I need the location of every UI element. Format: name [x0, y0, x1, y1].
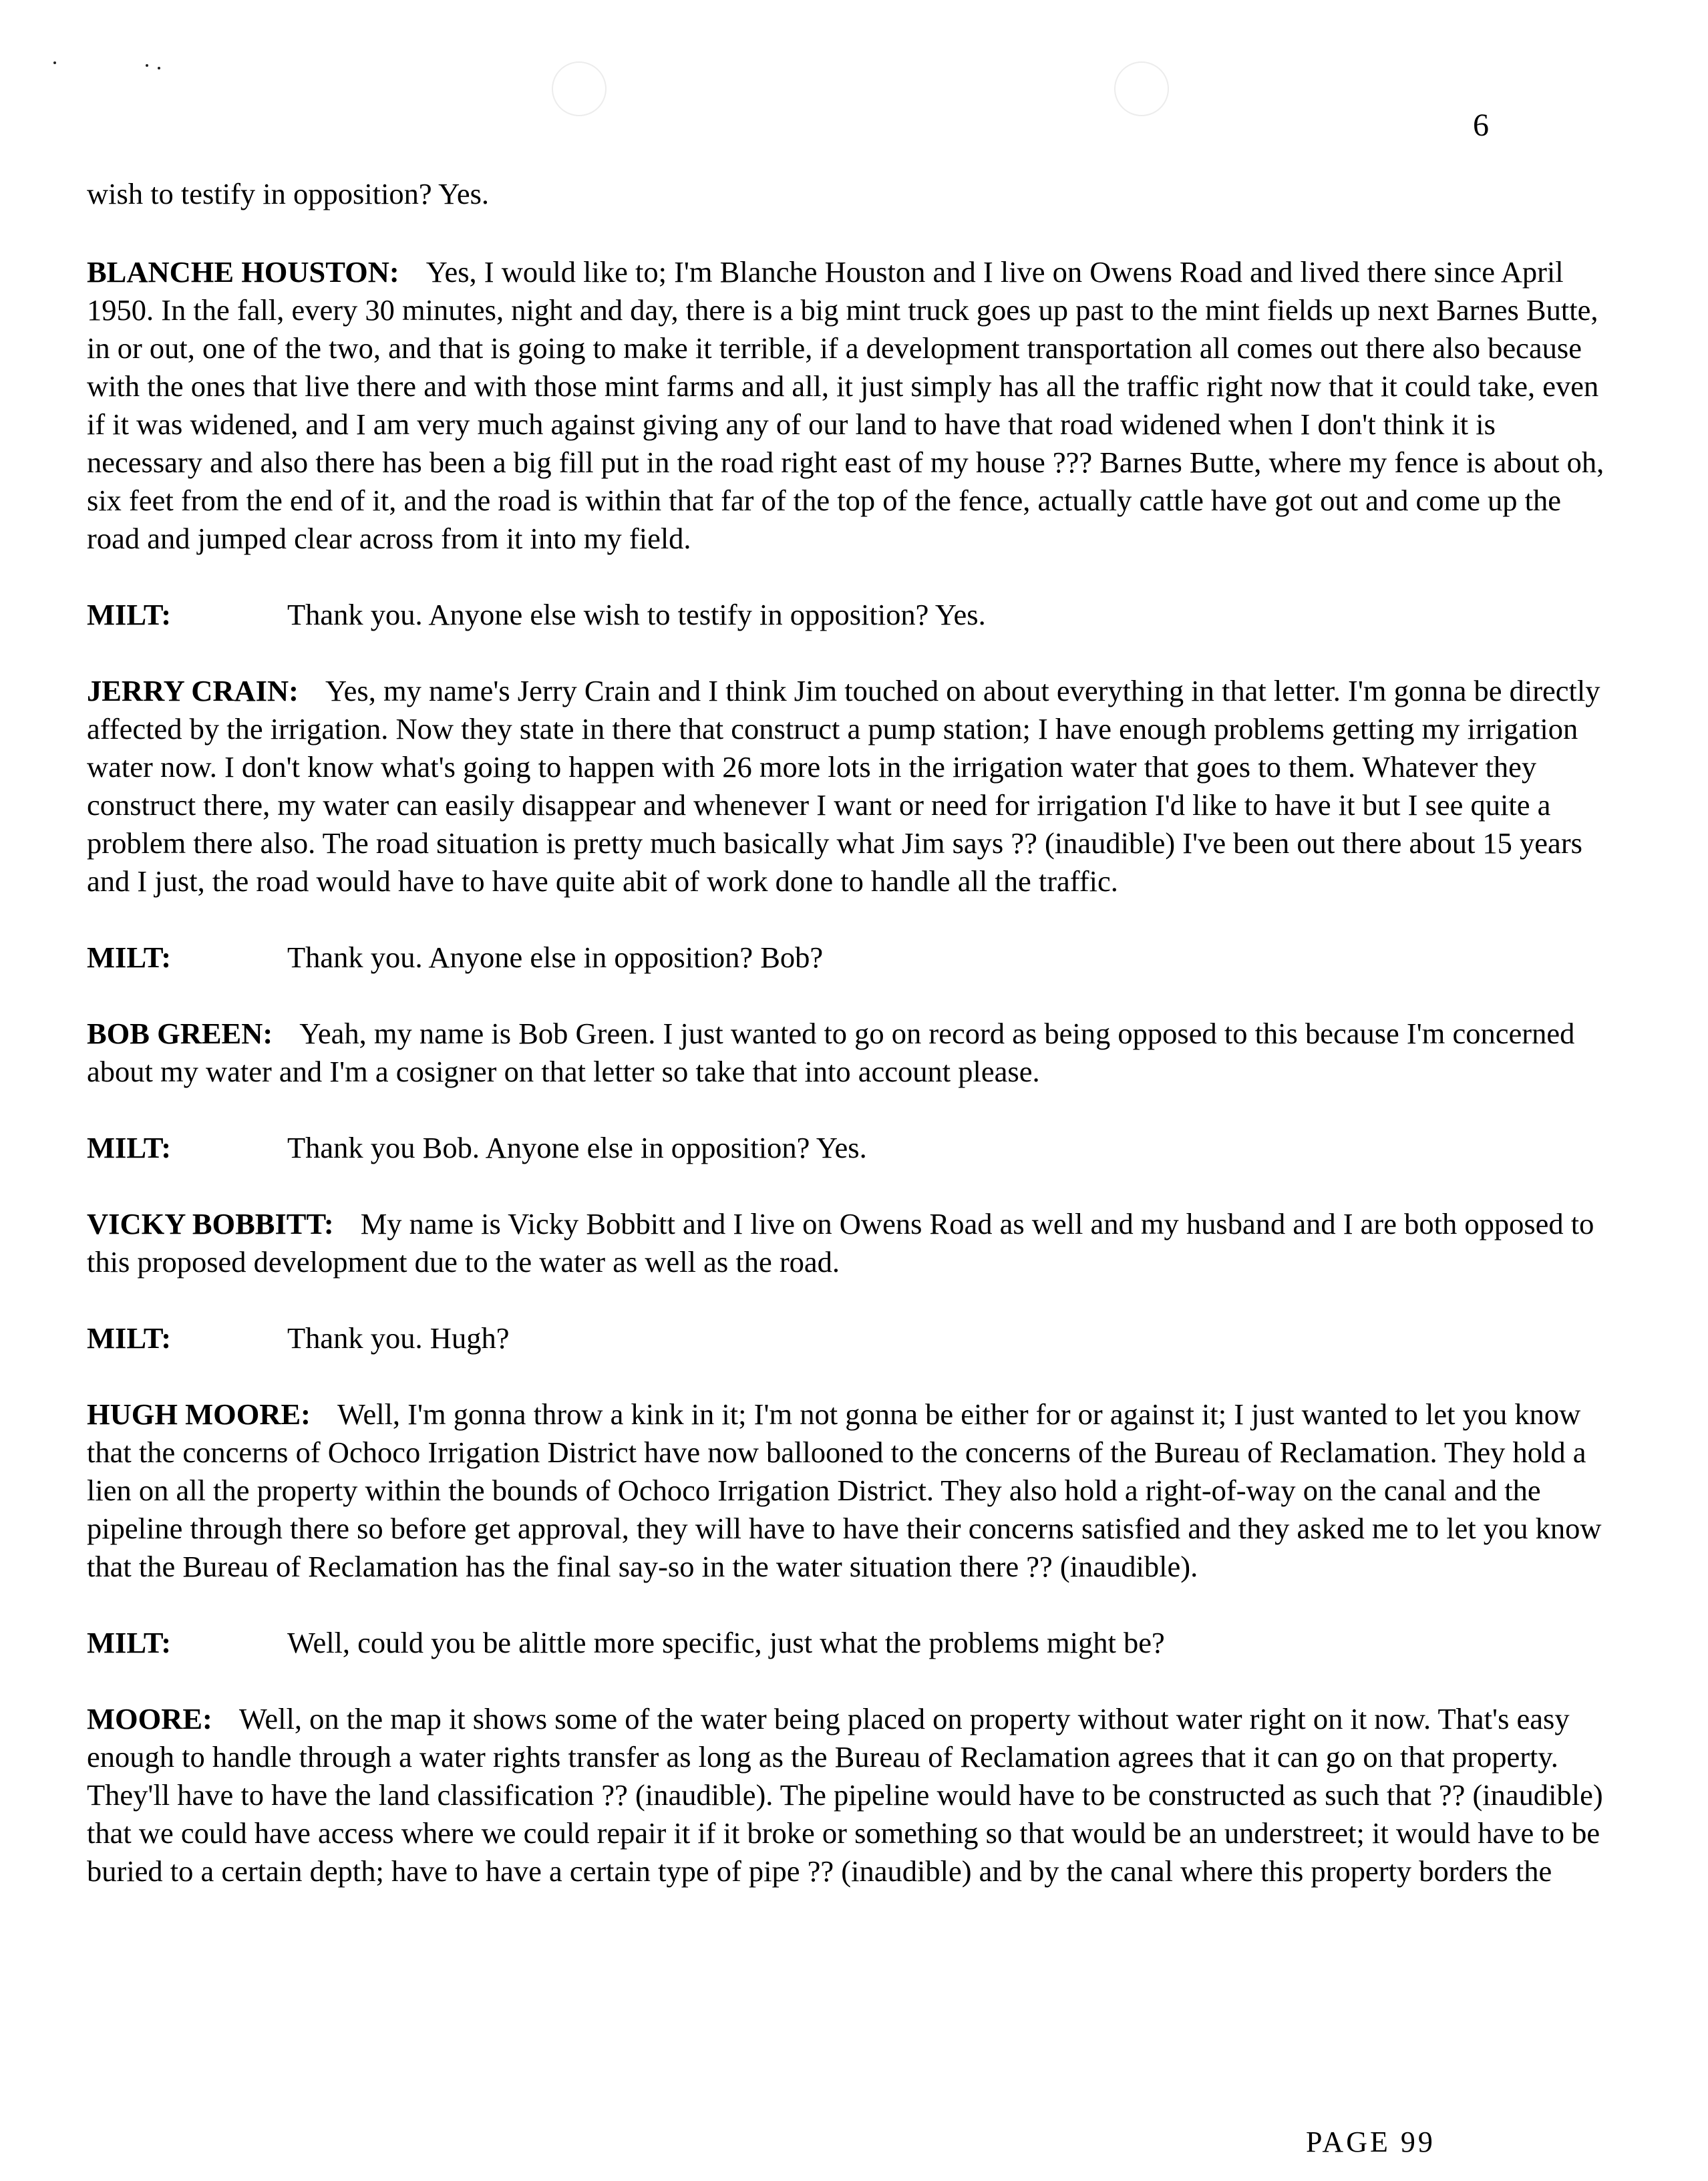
scan-speck: [53, 61, 56, 64]
paragraph-text: Thank you Bob. Anyone else in opposition? Yes.: [287, 1131, 867, 1164]
scan-speck: [146, 64, 148, 67]
speaker-name: MILT:: [87, 598, 172, 631]
speaker-name: BOB GREEN:: [87, 1017, 273, 1050]
transcript-paragraph: [87, 596, 1610, 634]
paragraph-text: Well, I'm gonna throw a kink in it; I'm not gonna be either for or against it; I just wanted to let you know that the concerns of Ochoco Irrigation District have now ballooned to the concerns of the Bureau of Reclamation. They hold a lien on all the property within the bounds of Ochoco Irrigation District. They also hold a right-of-way on the canal and the pipeline through there so before get approval, they will have to have their concerns satisfied and they asked me to let you know that the Bureau of Reclamation has the final say-so in the water situation there ?? (inaudible).: [87, 1397, 1602, 1583]
transcript-paragraph: [87, 1395, 1610, 1586]
transcript-paragraph: [87, 1700, 1610, 1890]
paragraph-text: Yeah, my name is Bob Green. I just wanted to go on record as being opposed to this because I'm concerned about my water and I'm a cosigner on that letter so take that into account please.: [87, 1017, 1575, 1088]
transcript-paragraph: [87, 939, 1610, 977]
page-number: 6: [1473, 108, 1489, 143]
speaker-name: VICKY BOBBITT:: [87, 1207, 334, 1240]
scan-speck: [158, 67, 160, 69]
transcript-paragraph: [87, 1624, 1610, 1662]
transcript-paragraph: [87, 1015, 1610, 1091]
transcript-paragraph: [87, 1319, 1610, 1357]
transcript-paragraph: [87, 672, 1610, 900]
punch-hole: [1114, 61, 1169, 116]
speaker-name: MOORE:: [87, 1702, 212, 1735]
punch-hole: [552, 61, 607, 116]
paragraph-text: Well, could you be alittle more specific, just what the problems might be?: [287, 1626, 1165, 1659]
paragraph-text: wish to testify in opposition? Yes.: [87, 177, 490, 210]
transcript-paragraph: [87, 1129, 1610, 1167]
speaker-name: MILT:: [87, 941, 172, 974]
speaker-name: JERRY CRAIN:: [87, 674, 299, 707]
paragraph-text: Thank you. Hugh?: [287, 1321, 510, 1355]
paragraph-text: My name is Vicky Bobbitt and I live on Owens Road as well and my husband and I are both opposed to this proposed development due to the water as well as the road.: [87, 1207, 1594, 1279]
speaker-name: BLANCHE HOUSTON:: [87, 255, 399, 289]
speaker-name: HUGH MOORE:: [87, 1397, 311, 1431]
speaker-name: MILT:: [87, 1131, 172, 1164]
paragraph-text: Thank you. Anyone else in opposition? Bob?: [287, 941, 824, 974]
paragraph-text: Yes, I would like to; I'm Blanche Houston and I live on Owens Road and lived there since April 1950. In the fall, every 30 minutes, night and day, there is a big mint truck goes up past to the mint fields up next Barnes Butte, in or out, one of the two, and that is going to make it terrible, if a development transportation all comes out there also because with the ones that live there and with those mint farms and all, it just simply has all the traffic right now that it could take, even if it was widened, and I am very much against giving any of our land to have that road widened when I don't think it is necessary and also there has been a big fill put in the road right east of my house ??? Barnes Butte, where my fence is about oh, six feet from the end of it, and the road is within that far of the top of the fence, actually cattle have got out and come up the road and jumped clear across from it into my field.: [87, 255, 1604, 555]
transcript-body: [87, 175, 1610, 1928]
transcript-paragraph: [87, 175, 1610, 213]
transcript-paragraph: [87, 1205, 1610, 1281]
speaker-name: MILT:: [87, 1626, 172, 1659]
transcript-paragraph: [87, 253, 1610, 558]
speaker-name: MILT:: [87, 1321, 172, 1355]
paragraph-text: Thank you. Anyone else wish to testify in opposition? Yes.: [287, 598, 986, 631]
page-stamp: PAGE 99: [1306, 2126, 1435, 2158]
paragraph-text: Well, on the map it shows some of the water being placed on property without water right on it now. That's easy enough to handle through a water rights transfer as long as the Bureau of Reclamation agrees that it can go on that property. They'll have to have the land classification ?? (inaudible). The pipeline would have to be constructed as such that ?? (inaudible) that we could have access where we could repair it if it broke or something so that would be an understreet; it would have to be buried to a certain depth; have to have a certain type of pipe ?? (inaudible) and by the canal where this property borders the: [87, 1702, 1603, 1888]
paragraph-text: Yes, my name's Jerry Crain and I think Jim touched on about everything in that letter. I'm gonna be directly affected by the irrigation. Now they state in there that construct a pump station; I have enough problems getting my irrigation water now. I don't know what's going to happen with 26 more lots in the irrigation water that goes to them. Whatever they construct there, my water can easily disappear and whenever I want or need for irrigation I'd like to have it but I see quite a problem there also. The road situation is pretty much basically what Jim says ?? (inaudible) I've been out there about 15 years and I just, the road would have to have quite abit of work done to handle all the traffic.: [87, 674, 1600, 898]
